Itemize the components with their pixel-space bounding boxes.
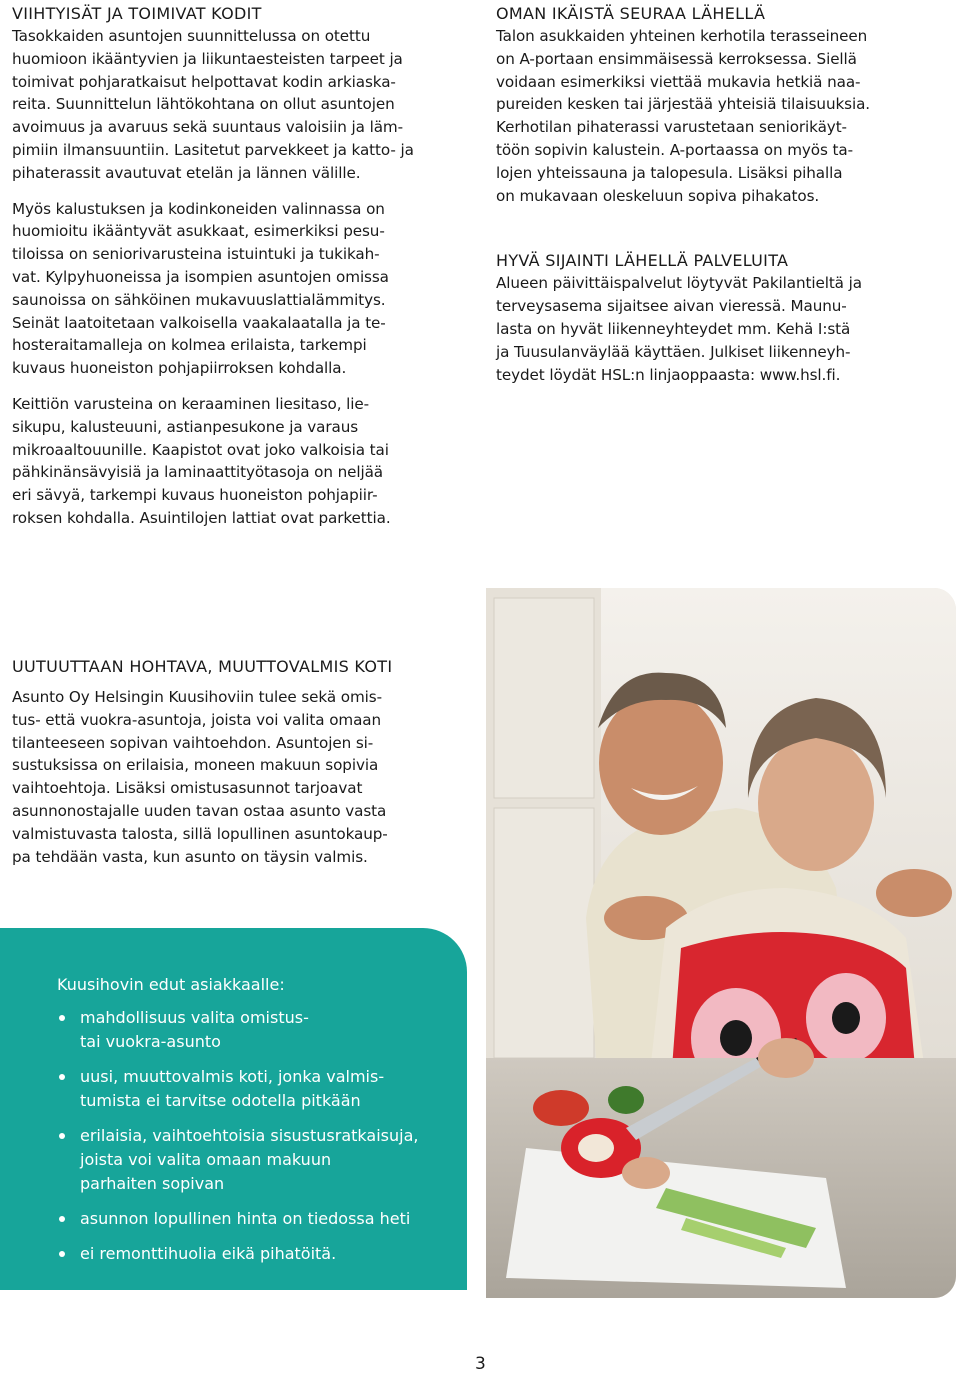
text-line: lasta on hyvät liikenneyhteydet mm. Kehä I:stä	[496, 319, 851, 338]
senior-couple-cooking-photo	[486, 588, 956, 1298]
text-line: parhaiten sopivan	[80, 1174, 225, 1193]
text-line: sustuksissa on erilaisia, moneen makuun sopivia	[12, 756, 379, 775]
text-line: kuvaus huoneiston pohjapiirroksen kohdalla.	[12, 359, 347, 378]
text-line: huomioitu ikääntyvät asukkaat, esimerkiksi pesu-	[12, 222, 385, 241]
text-line: uusi, muuttovalmis koti, jonka valmis-	[80, 1067, 385, 1086]
text-line: tiloissa on seniorivarusteina istuintuki ja tukikah-	[12, 245, 380, 264]
text-line: mahdollisuus valita omistus-	[80, 1008, 309, 1027]
paragraph-kalustus	[12, 198, 452, 380]
bullet-icon	[59, 1251, 65, 1257]
list-item	[57, 1242, 457, 1266]
text-line: joista voi valita omaan makuun	[80, 1150, 332, 1169]
bullet-icon	[59, 1216, 65, 1222]
text-line: hosteraitamalleja on kolmea erilaista, tarkempi	[12, 336, 367, 355]
text-line: tai vuokra-asunto	[80, 1032, 221, 1051]
text-line: teydet löydät HSL:n linjaoppaasta: www.hsl.fi.	[496, 365, 841, 384]
paragraph-kuusihovi	[12, 686, 452, 868]
text-line: eri sävyä, tarkempi kuvaus huoneiston pohjapiir-	[12, 486, 378, 505]
text-line: avoimuus ja avaruus sekä suuntaus valoisiin ja läm-	[12, 118, 404, 137]
text-line: vat. Kylpyhuoneissa ja isompien asuntojen omissa	[12, 267, 389, 286]
text-line: Seinät laatoitetaan valkoisella vaakalaatalla ja te-	[12, 313, 386, 332]
text-line: pimiin ilmansuuntiin. Lasitetut parvekkeet ja katto- ja	[12, 140, 414, 159]
text-line: huomioon ikääntyvien ja liikuntaesteisten tarpeet ja	[12, 49, 403, 68]
paragraph-asuntojen-suunnittelu	[12, 25, 452, 185]
text-line: pureiden kesken tai järjestää yhteisiä tilaisuuksia.	[496, 95, 871, 114]
text-line: Alueen päivittäispalvelut löytyvät Pakilantieltä ja	[496, 274, 862, 293]
bullet-icon	[59, 1074, 65, 1080]
text-line: Talon asukkaiden yhteinen kerhotila terasseineen	[496, 27, 868, 45]
new-home-section	[12, 655, 452, 868]
text-line: terveysasema sijaitsee aivan vieressä. Maunu-	[496, 297, 847, 316]
text-line: asunnonostajalle uuden tavan ostaa asunto vasta	[12, 801, 387, 820]
heading-hyva-sijainti: HYVÄ SIJAINTI LÄHELLÄ PALVELUITA	[496, 251, 789, 271]
text-line: Asunto Oy Helsingin Kuusihoviin tulee sekä omis-	[12, 688, 382, 706]
benefits-box	[0, 928, 467, 1290]
heading-uutuuttaan: UUTUUTTAAN HOHTAVA, MUUTTOVALMIS KOTI	[12, 657, 393, 676]
text-line: reita. Suunnittelun lähtökohtana on ollut asuntojen	[12, 95, 395, 114]
heading-viihtyisat: VIIHTYISÄT JA TOIMIVAT KODIT	[12, 4, 262, 23]
list-item	[57, 1065, 457, 1113]
list-item	[57, 1006, 457, 1054]
text-line: tumista ei tarvitse odotella pitkään	[80, 1091, 361, 1110]
text-line: ei remonttihuolia eikä pihatöitä.	[80, 1244, 337, 1263]
benefits-title: Kuusihovin edut asiakkaalle:	[57, 975, 285, 994]
text-line: on A-portaan ensimmäisessä kerroksessa. Siellä	[496, 49, 857, 68]
text-line: valmistuvasta talosta, sillä lopullinen asuntokaup-	[12, 824, 388, 843]
paragraph-kerhotila	[496, 25, 936, 207]
paragraph-palvelut	[496, 272, 936, 386]
text-line: mikroaaltouunille. Kaapistot ovat joko valkoisia tai	[12, 440, 389, 459]
text-line: tus- että vuokra-asuntoja, joista voi valita omaan	[12, 710, 382, 729]
text-line: Kerhotilan pihaterassi varustetaan seniorikäyt-	[496, 118, 847, 137]
text-line: asunnon lopullinen hinta on tiedossa heti	[80, 1209, 411, 1228]
text-line: lojen yhteissauna ja talopesula. Lisäksi pihalla	[496, 163, 843, 182]
text-line: roksen kohdalla. Asuintilojen lattiat ovat parkettia.	[12, 508, 391, 527]
bullet-icon	[59, 1133, 65, 1139]
benefits-list	[57, 1006, 457, 1277]
text-line: vaihtoehtoja. Lisäksi omistusasunnot tarjoavat	[12, 779, 363, 798]
text-line: toimivat pohjaratkaisut helpottavat kodin arkiaska-	[12, 72, 396, 91]
text-line: tilanteeseen sopivan vaihtoehdon. Asuntojen si-	[12, 733, 374, 752]
text-line: on mukavaan oleskeluun sopiva pihakatos.	[496, 186, 820, 205]
text-line: pa tehdään vasta, kun asunto on täysin valmis.	[12, 847, 368, 866]
text-line: voidaan esimerkiksi viettää mukavia hetkiä naa-	[496, 72, 861, 91]
text-line: erilaisia, vaihtoehtoisia sisustusratkaisuja,	[80, 1126, 419, 1145]
text-line: saunoissa on sähköinen mukavuuslattialämmitys.	[12, 290, 386, 309]
text-line: pihaterassit avautuvat etelän ja lännen välille.	[12, 163, 361, 182]
photo-illustration	[486, 588, 956, 1298]
text-line: Keittiön varusteina on keraaminen liesitaso, lie-	[12, 394, 370, 413]
left-column	[12, 2, 452, 530]
text-line: pähkinänsävyisiä ja laminaattityötasoja on neljää	[12, 463, 384, 482]
list-item	[57, 1124, 457, 1196]
text-line: töön sopivin kalustein. A-portaassa on myös ta-	[496, 140, 853, 159]
text-line: ja Tuusulanväylää käyttäen. Julkiset liikenneyh-	[496, 342, 851, 361]
heading-oman-ikaista: OMAN IKÄISTÄ SEURAA LÄHELLÄ	[496, 4, 766, 23]
bullet-icon	[59, 1015, 65, 1021]
right-column	[496, 2, 936, 386]
text-line: Tasokkaiden asuntojen suunnittelussa on otettu	[12, 27, 371, 45]
list-item	[57, 1207, 457, 1231]
page-number: 3	[475, 1354, 486, 1374]
paragraph-keittio	[12, 393, 452, 530]
text-line: Myös kalustuksen ja kodinkoneiden valinnassa on	[12, 199, 385, 218]
text-line: sikupu, kalusteuuni, astianpesukone ja varaus	[12, 417, 359, 436]
